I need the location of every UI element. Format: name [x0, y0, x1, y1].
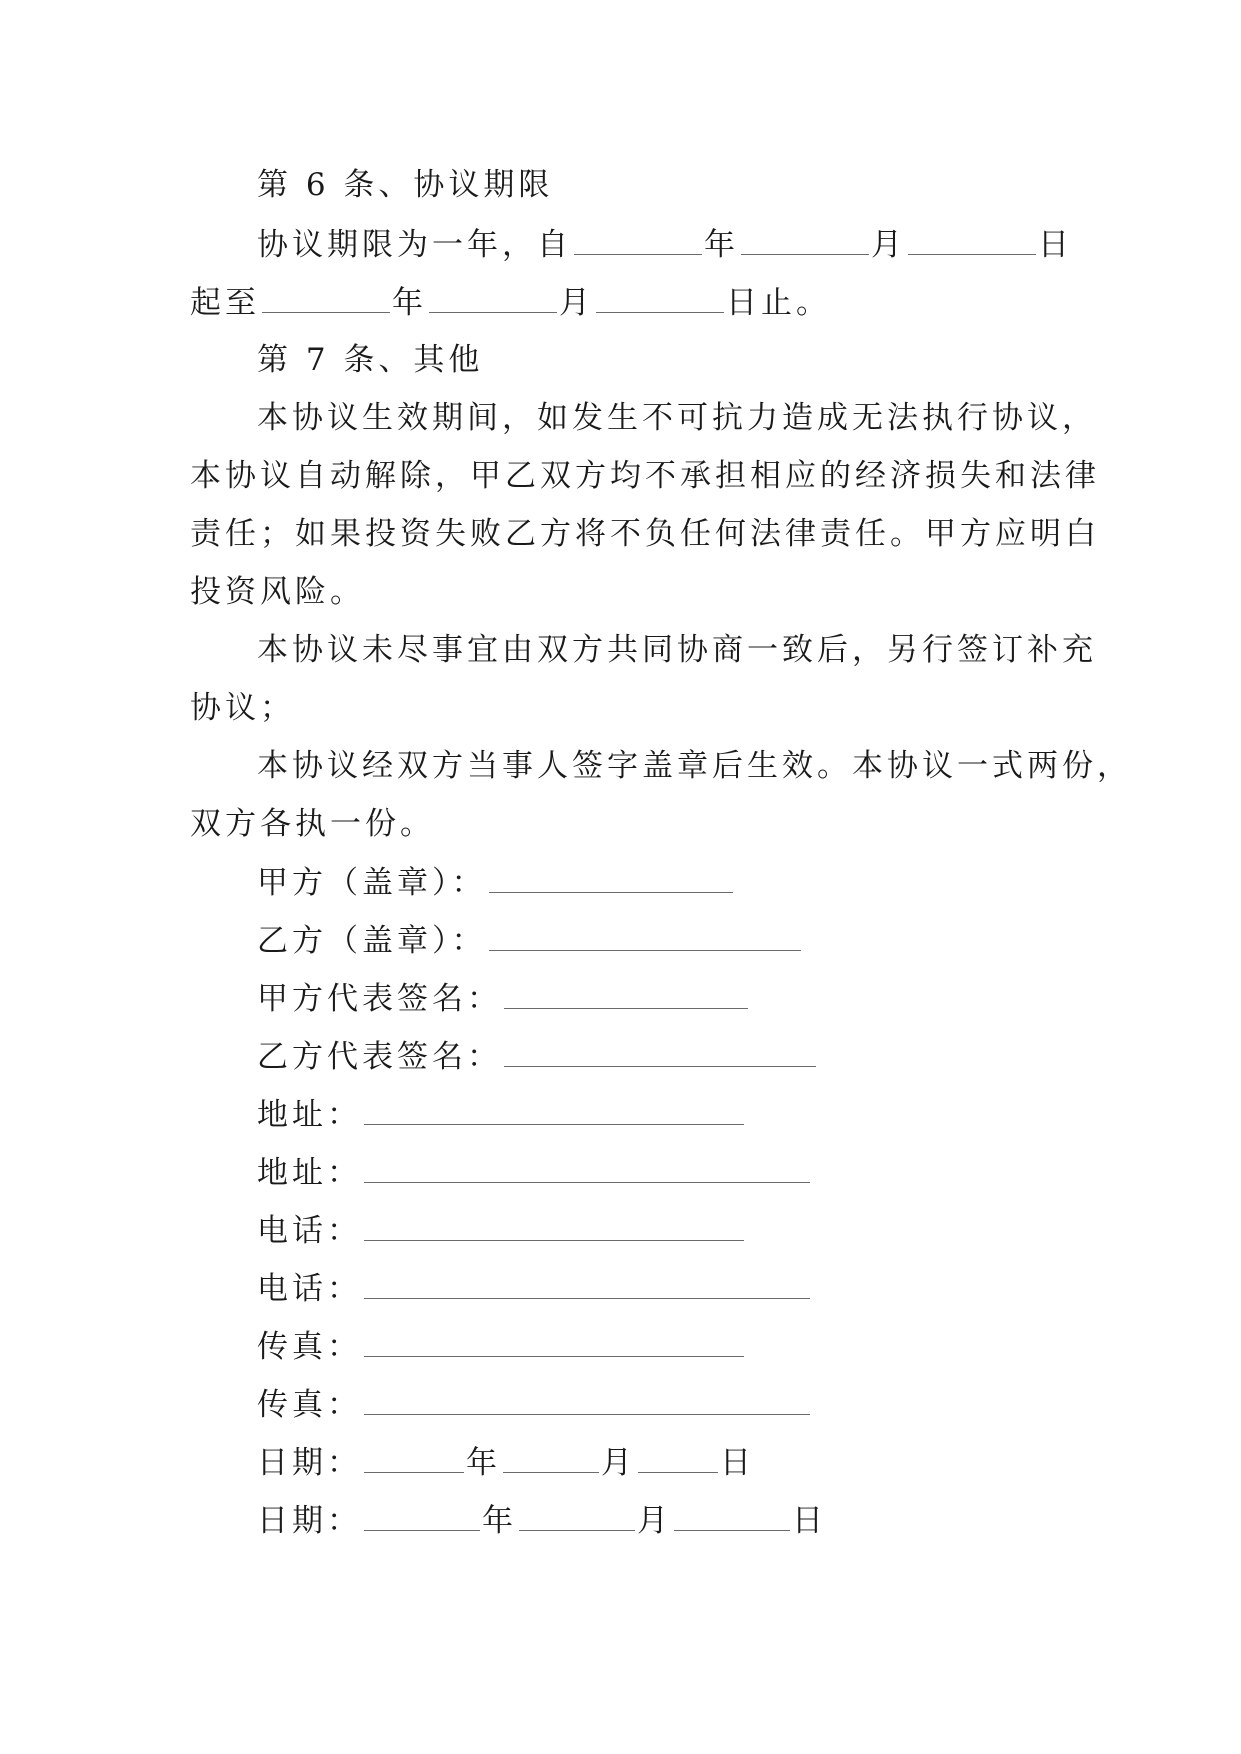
party-b-date-year-blank[interactable]: [364, 1500, 480, 1531]
party-b-address-blank[interactable]: [364, 1152, 810, 1183]
party-a-phone-blank[interactable]: [364, 1210, 744, 1241]
start-day-label: 日: [1038, 227, 1073, 263]
party-a-fax-blank[interactable]: [364, 1326, 744, 1357]
start-year-blank[interactable]: [574, 224, 702, 255]
article-6-heading: 第 6 条、协议期限: [257, 167, 554, 203]
paragraph-1-line-4: 投资风险。: [190, 574, 365, 610]
party-b-fax-blank[interactable]: [364, 1384, 810, 1415]
end-year-blank[interactable]: [262, 282, 390, 313]
party-a-phone-row: [257, 1210, 746, 1251]
party-a-date-year-label: 年: [466, 1445, 501, 1481]
paragraph-2-line-2: 协议；: [190, 690, 295, 726]
party-b-fax-label: 传真：: [257, 1387, 362, 1423]
party-b-rep-blank[interactable]: [504, 1036, 816, 1067]
start-year-label: 年: [704, 227, 739, 263]
party-b-date-row: [257, 1500, 827, 1541]
party-a-seal-label: 甲方（盖章）：: [257, 865, 487, 901]
party-b-date-day-blank[interactable]: [674, 1500, 790, 1531]
end-year-label: 年: [392, 285, 427, 321]
paragraph-2-line-1: 本协议未尽事宜由双方共同协商一致后，另行签订补充: [257, 632, 1097, 668]
party-b-fax-row: [257, 1384, 812, 1425]
end-day-blank[interactable]: [596, 282, 724, 313]
paragraph-3-line-1: 本协议经双方当事人签字盖章后生效。本协议一式两份，: [257, 748, 1132, 784]
party-b-seal-row: [257, 920, 803, 961]
party-a-phone-label: 电话：: [257, 1213, 362, 1249]
party-a-date-month-blank[interactable]: [503, 1442, 599, 1473]
end-month-blank[interactable]: [429, 282, 557, 313]
from-to-label: 起至: [190, 285, 260, 321]
term-line-2: [190, 282, 831, 323]
party-a-address-blank[interactable]: [364, 1094, 744, 1125]
end-suffix: 日止。: [726, 285, 831, 321]
party-a-fax-label: 传真：: [257, 1329, 362, 1365]
party-b-seal-label: 乙方（盖章）：: [257, 923, 487, 959]
start-day-blank[interactable]: [908, 224, 1036, 255]
party-b-phone-label: 电话：: [257, 1271, 362, 1307]
party-b-rep-label: 乙方代表签名：: [257, 1039, 502, 1075]
paragraph-1-line-2: 本协议自动解除，甲乙双方均不承担相应的经济损失和法律: [190, 458, 1100, 494]
term-line-1: [257, 224, 1073, 265]
party-b-date-day-label: 日: [792, 1503, 827, 1539]
party-a-date-row: [257, 1442, 755, 1483]
party-a-seal-row: [257, 862, 735, 903]
party-a-rep-blank[interactable]: [504, 978, 748, 1009]
party-a-date-day-blank[interactable]: [638, 1442, 718, 1473]
end-month-label: 月: [559, 285, 594, 321]
article-7-heading: 第 7 条、其他: [257, 342, 484, 378]
party-a-rep-row: [257, 978, 750, 1019]
party-a-date-year-blank[interactable]: [364, 1442, 464, 1473]
start-month-blank[interactable]: [741, 224, 869, 255]
party-b-date-month-label: 月: [637, 1503, 672, 1539]
paragraph-1-line-3: 责任；如果投资失败乙方将不负任何法律责任。甲方应明白: [190, 516, 1100, 552]
party-b-address-row: [257, 1152, 812, 1193]
party-a-address-label: 地址：: [257, 1097, 362, 1133]
party-a-address-row: [257, 1094, 746, 1135]
paragraph-3-line-2: 双方各执一份。: [190, 806, 435, 842]
party-a-seal-blank[interactable]: [489, 862, 733, 893]
party-a-date-month-label: 月: [601, 1445, 636, 1481]
party-b-date-month-blank[interactable]: [519, 1500, 635, 1531]
paragraph-1-line-1: 本协议生效期间，如发生不可抗力造成无法执行协议，: [257, 400, 1097, 436]
party-b-phone-blank[interactable]: [364, 1268, 810, 1299]
party-a-fax-row: [257, 1326, 746, 1367]
party-a-date-label: 日期：: [257, 1445, 362, 1481]
party-a-date-day-label: 日: [720, 1445, 755, 1481]
start-month-label: 月: [871, 227, 906, 263]
party-b-rep-row: [257, 1036, 818, 1077]
party-b-seal-blank[interactable]: [489, 920, 801, 951]
party-a-rep-label: 甲方代表签名：: [257, 981, 502, 1017]
party-b-phone-row: [257, 1268, 812, 1309]
party-b-date-year-label: 年: [482, 1503, 517, 1539]
party-b-date-label: 日期：: [257, 1503, 362, 1539]
party-b-address-label: 地址：: [257, 1155, 362, 1191]
term-prefix: 协议期限为一年，自: [257, 227, 572, 263]
